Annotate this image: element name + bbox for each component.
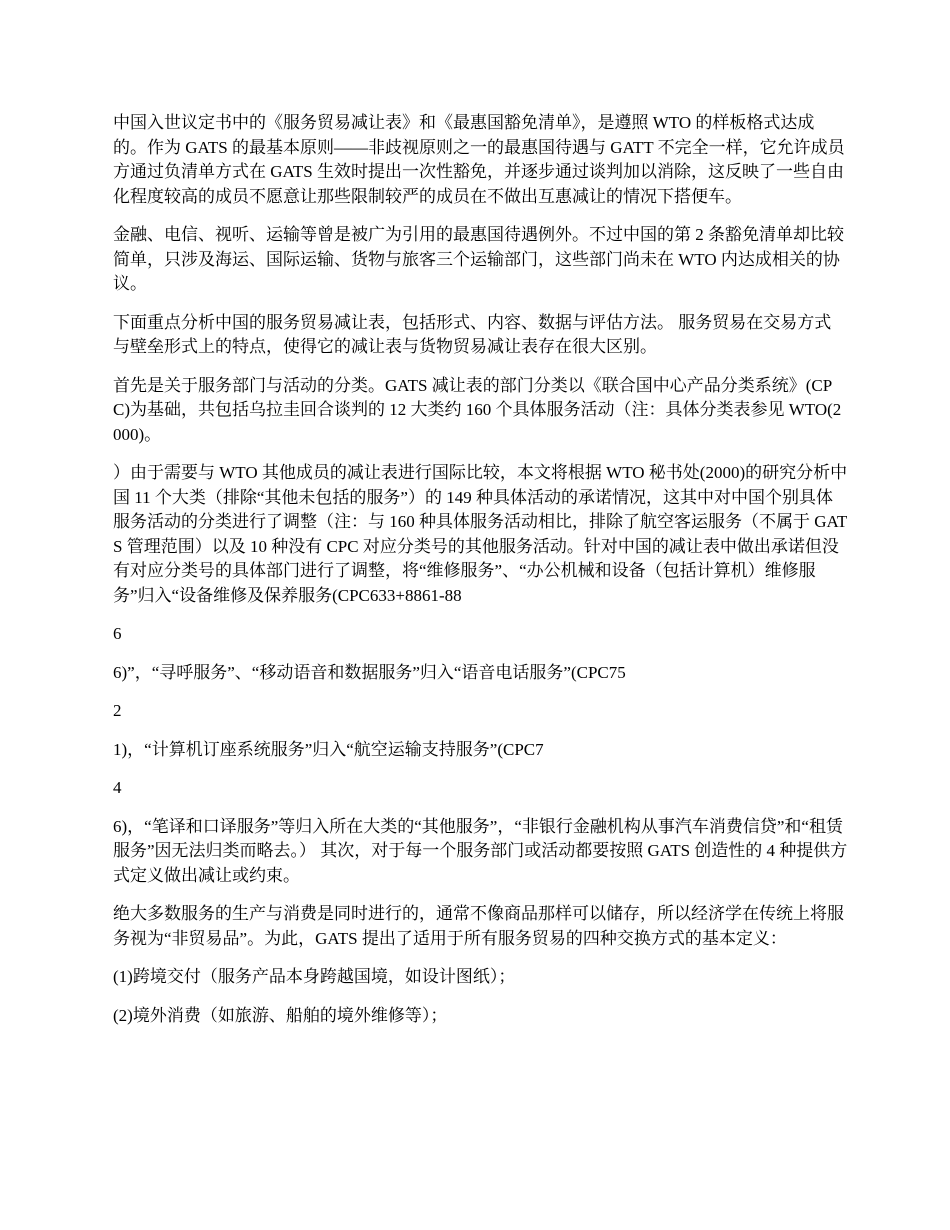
document-body [113,111,848,1042]
paragraph-14: (2)境外消费（如旅游、船舶的境外维修等）； [113,1005,448,1025]
paragraph-12: 绝大多数服务的生产与消费是同时进行的，通常不像商品那样可以储存，所以经济学在传统上将服务视为“非贸易品”。为此，GATS 提出了适用于所有服务贸易的四种交换方式的基本定义： [113,904,844,948]
paragraph-10: 4 [113,778,122,797]
paragraph-5: ）由于需要与 WTO 其他成员的减让表进行国际比较，本文将根据 WTO 秘书处(2000)的研究分析中国 11 个大类（排除“其他未包括的服务”）的 149 种具体活动的承诺情况，这其中对中国个别具体服务活动的分类进行了调整（注：与 160 种具体服务活动相比，排除了航空客运服务（不属于 GATS 管理范围）以及 10 种没有 CPC 对应分类号的其他服务活动。针对中国的减让表中做出承诺但没有对应分类号的具体部门进行了调整，将“维修服务”、“办公机械和设备（包括计算机）维修服务”归入“设备维修及保养服务(CPC633+8861-88 [113,463,848,605]
paragraph-6: 6 [113,624,122,643]
paragraph-9: 1)，“计算机订座系统服务”归入“航空运输支持服务”(CPC7 [113,739,544,759]
paragraph-3: 下面重点分析中国的服务贸易减让表，包括形式、内容、数据与评估方法。 服务贸易在交易方式与壁垒形式上的特点，使得它的减让表与货物贸易减让表存在很大区别。 [113,312,832,356]
paragraph-13: (1)跨境交付（服务产品本身跨越国境，如设计图纸）； [113,967,516,986]
paragraph-7: 6)”，“寻呼服务”、“移动语音和数据服务”归入“语音电话服务”(CPC75 [113,662,626,682]
paragraph-8: 2 [113,701,122,720]
paragraph-2: 金融、电信、视听、运输等曾是被广为引用的最惠国待遇例外。不过中国的第 2 条豁免清单却比较简单，只涉及海运、国际运输、货物与旅客三个运输部门，这些部门尚未在 WTO 内达成相关的协议。 [113,225,844,293]
paragraph-4: 首先是关于服务部门与活动的分类。GATS 减让表的部门分类以《联合国中心产品分类系统》(CPC)为基础，共包括乌拉圭回合谈判的 12 大类约 160 个具体服务活动（注：具体分类表参见 WTO(2000)。 [113,375,842,444]
paragraph-11: 6)，“笔译和口译服务”等归入所在大类的“其他服务”，“非银行金融机构从事汽车消费信贷”和“租赁服务”因无法归类而略去。） 其次，对于每一个服务部门或活动都要按照 GATS 创造性的 4 种提供方式定义做出减让或约束。 [113,816,848,885]
paragraph-1: 中国入世议定书中的《服务贸易减让表》和《最惠国豁免清单》，是遵照 WTO 的样板格式达成的。作为 GATS 的最基本原则——非歧视原则之一的最惠国待遇与 GATT 不完全一样，它允许成员方通过负清单方式在 GATS 生效时提出一次性豁免，并逐步通过谈判加以消除，这反映了一些自由化程度较高的成员不愿意让那些限制较严的成员在不做出互惠减让的情况下搭便车。 [113,113,845,206]
